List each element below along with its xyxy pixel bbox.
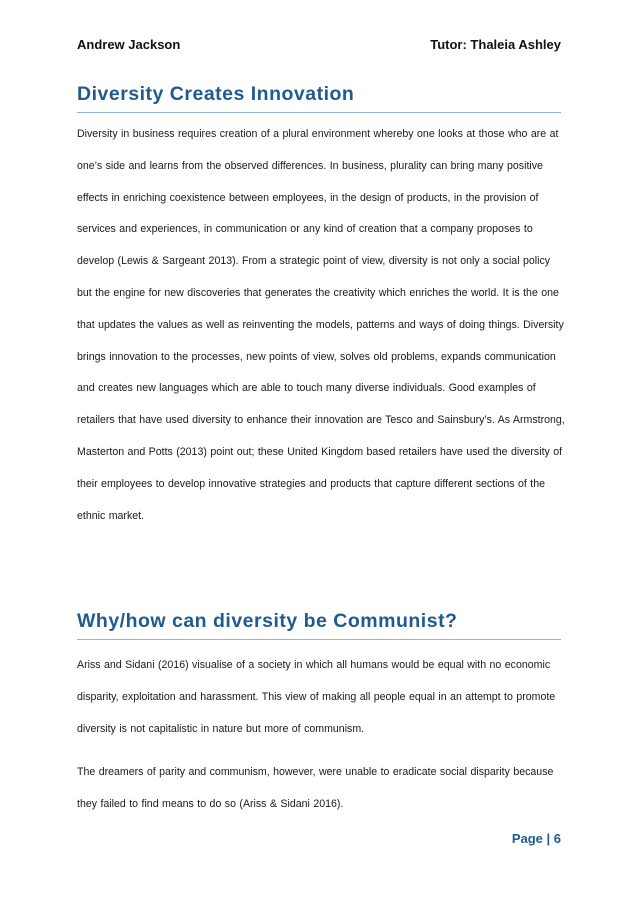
section-paragraph-communist-2: The dreamers of parity and communism, however, were unable to eradicate social disparity because they failed to find means to do so (Ariss & Sidani 2016).: [77, 766, 554, 810]
section-heading-innovation: Diversity Creates Innovation: [77, 83, 561, 113]
page-header: [77, 37, 561, 52]
author-name: Andrew Jackson: [77, 37, 181, 52]
section-paragraph-communist-1: Ariss and Sidani (2016) visualise of a society in which all humans would be equal with no economic disparity, exploitation and harassment. This view of making all people equal in an attempt to promote diversity is not capitalistic in nature but more of communism.: [77, 659, 556, 735]
section-paragraph-innovation: Diversity in business requires creation of a plural environment whereby one looks at those who are at one’s side and learns from the observed differences. In business, plurality can bring many positive effects in enriching coexistence between employees, in the design of products, in the provision of services and experiences, in communication or any kind of creation that a company proposes to develop (Lewis & Sargeant 2013). From a strategic point of view, diversity is not only a social policy but the engine for new discoveries that generates the creativity which enriches the world. It is the one that updates the values as well as reinventing the models, patterns and ways of doing things. Diversity brings innovation to the processes, new points of view, solves old problems, expands communication and creates new languages which are able to touch many diverse individuals. Good examples of retailers that have used diversity to enhance their innovation are Tesco and Sainsbury’s. As Armstrong, Masterton and Potts (2013) point out; these United Kingdom based retailers have used the diversity of their employees to develop innovative strategies and products that capture different sections of the ethnic market.: [77, 128, 565, 522]
page-number: Page | 6: [511, 831, 561, 846]
tutor-name: Tutor: Thaleia Ashley: [430, 37, 561, 52]
section-heading-communist: Why/how can diversity be Communist?: [77, 610, 561, 640]
